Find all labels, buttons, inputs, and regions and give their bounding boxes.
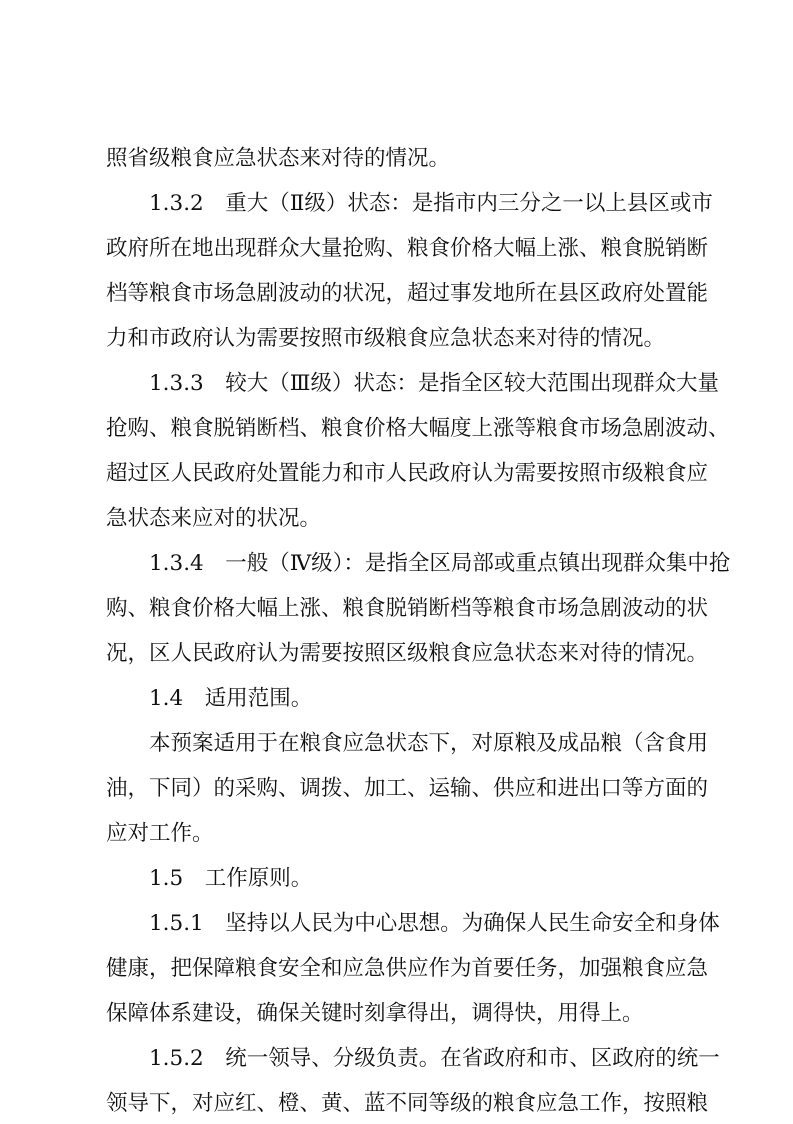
paragraph-line: 油，下同）的采购、调拨、加工、运输、供应和进出口等方面的 [106, 776, 709, 801]
text-line: 购、粮食价格大幅上涨、粮食脱销断档等粮食市场急剧波动的状 [106, 596, 709, 621]
text-line: 急状态来应对的状况。 [106, 506, 322, 531]
section-heading-1-5-2: 1.5.2 统一领导、分级负责。在省政府和市、区政府的统一 [149, 1046, 720, 1071]
paragraph-line: 本预案适用于在粮食应急状态下，对原粮及成品粮（含食用 [149, 731, 709, 756]
section-heading-1-4: 1.4 适用范围。 [149, 686, 313, 711]
text-line: 抢购、粮食脱销断档、粮食价格大幅度上涨等粮食市场急剧波动、 [106, 416, 730, 441]
text-line: 健康，把保障粮食安全和应急供应作为首要任务，加强粮食应急 [106, 956, 709, 981]
section-heading-1-3-4: 1.3.4 一般（Ⅳ级）：是指全区局部或重点镇出现群众集中抢 [149, 551, 731, 576]
text-line: 照省级粮食应急状态来对待的情况。 [106, 146, 451, 171]
text-line: 档等粮食市场急剧波动的状况，超过事发地所在县区政府处置能 [106, 281, 709, 306]
paragraph-line: 应对工作。 [106, 821, 214, 846]
section-heading-1-3-3: 1.3.3 较大（Ⅲ级）状态：是指全区较大范围出现群众大量 [149, 371, 719, 396]
text-line: 况，区人民政府认为需要按照区级粮食应急状态来对待的情况。 [106, 641, 709, 666]
text-line: 政府所在地出现群众大量抢购、粮食价格大幅上涨、粮食脱销断 [106, 236, 709, 261]
text-line: 领导下，对应红、橙、黄、蓝不同等级的粮食应急工作，按照粮 [106, 1091, 709, 1116]
text-line: 保障体系建设，确保关键时刻拿得出，调得快，用得上。 [106, 1001, 644, 1026]
section-heading-1-3-2: 1.3.2 重大（Ⅱ级）状态：是指市内三分之一以上县区或市 [149, 191, 713, 216]
section-heading-1-5: 1.5 工作原则。 [149, 866, 313, 891]
section-heading-1-5-1: 1.5.1 坚持以人民为中心思想。为确保人民生命安全和身体 [149, 911, 720, 936]
text-line: 力和市政府认为需要按照市级粮食应急状态来对待的情况。 [106, 326, 666, 351]
text-line: 超过区人民政府处置能力和市人民政府认为需要按照市级粮食应 [106, 461, 709, 486]
